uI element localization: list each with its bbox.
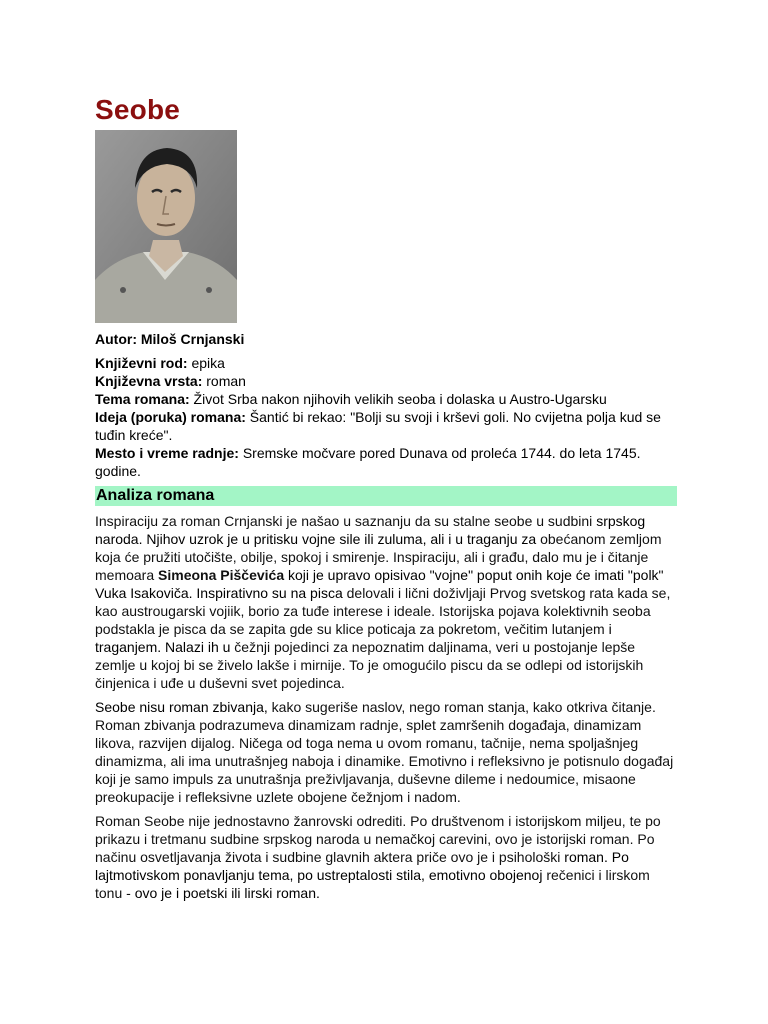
literary-genre-value: epika — [187, 355, 225, 371]
p1-text-e: koji je upravo opisivao "vojne" poput onih koje će imati "polk" Vuka Isakoviča. — [95, 567, 664, 601]
literary-type-label: Književna vrsta: — [95, 373, 203, 389]
literary-type-value: roman — [202, 373, 246, 389]
analysis-paragraph-2 — [95, 698, 677, 806]
idea-value: Šantić bi rekao: "Bolji su svoji i krševi goli. No cvijetna polja kud se tuđin kreće". — [95, 409, 661, 443]
analysis-paragraph-3 — [95, 812, 677, 902]
p1-text-b: srpskog naroda. Njihov uzrok je u pritisku vojne sile ili zuluma, ali i u traganju za — [95, 513, 646, 547]
setting-row — [95, 444, 677, 480]
page-title: Seobe — [95, 94, 181, 125]
literary-type-row — [95, 372, 677, 390]
theme-value: Život Srba nakon njihovih velikih seoba i dolaska u Austro-Ugarsku — [189, 391, 607, 407]
article — [95, 92, 677, 902]
setting-label: Mesto i vreme radnje: — [95, 445, 239, 461]
p1-text-i: čežnji pojedinci za nepoznatim daljinama, veri u postojanje lepše zemlje u kojoj bi se živelo lakše i mirnije. To je omogućilo piscu da se odlepi od istorijskih činjenica i uđe u duševni svet pojedinca. — [95, 639, 644, 691]
theme-label: Tema romana: — [95, 391, 190, 407]
section-heading-analysis: Analiza romana — [95, 486, 677, 506]
p2-text-a: Seobe nisu roman zbivanja, — [95, 699, 268, 715]
p1-text-g: delovali i lični doživljaji Prvog svetskog rata kada se, kao austrougarski vojiik, borio za tuđe interese i ideale. Istorijska pojava kolektivnih seoba podstakla je pisca da se zapita gde su klice poticaja za pokretom, večitim lutanjem — [95, 585, 671, 637]
p1-text-a: Inspiraciju za roman Crnjanski je našao u saznanju da su stalne seobe u sudbini — [95, 513, 597, 529]
p1-name-bold: Simeona Piščevića — [158, 567, 285, 583]
book-metadata — [95, 354, 677, 480]
author-portrait — [95, 130, 237, 323]
p3-text-c: rečenici i lirskom tonu - — [95, 867, 650, 901]
idea-row — [95, 408, 677, 444]
literary-genre-row — [95, 354, 677, 372]
idea-label: Ideja (poruka) romana: — [95, 409, 246, 425]
p1-text-f: Inspirativno su na pisca — [196, 585, 343, 601]
p3-text-d: ovo je i poetski ili lirski roman. — [134, 885, 320, 901]
p3-text-a: Roman Seobe nije jednostavno žanrovski odrediti. Po društvenom i istorijskom miljeu, te po prikazu i tretmanu sudbine srpskog naroda u nemačkoj carevini, ovo je istorijski roman. Po načinu osvetljavanja života i sudbine glavnih aktera priče ovo je i psihološki — [95, 813, 661, 865]
analysis-paragraph-1 — [95, 512, 677, 692]
literary-genre-label: Književni rod: — [95, 355, 188, 371]
setting-value: Sremske močvare pored Dunava od proleća 1744. do leta 1745. godine. — [95, 445, 641, 479]
p1-text-c: obećanom zemljom koja će pružiti utočište, obilje, spokoj i smirenje. Inspiraciju, ali i građu, dalo mu je i čitanje memoara — [95, 531, 662, 583]
p1-text-h: i traganjem. Nalazi ih u — [95, 621, 612, 655]
author-line: Autor: Miloš Crnjanski — [95, 331, 245, 347]
p2-text-b: kako sugeriše naslov, nego roman stanja, kako otkriva čitanje. Roman zbivanja podrazumeva dinamizam radnje, splet zamršenih događaja, dinamizam likova, razvijen dijalog. Ničega od toga nema u ovom romanu, tačnije, nema spoljašnjeg dinamizma, ali ima unutrašnjeg naboja i dinamike. Emotivno i refleksivno je potisnulo događaj koji je samo impuls za unutrašnja preživljavanja, duševne dileme i nedoumice, misaone preokupacije i refleksivne uzlete obojene čežnjom i nadom. — [95, 699, 674, 805]
theme-row — [95, 390, 677, 408]
p3-text-b: roman. Po lajtmotivskom ponavljanju tema, po ustreptalosti stila, emotivno obojenoj — [95, 849, 629, 883]
